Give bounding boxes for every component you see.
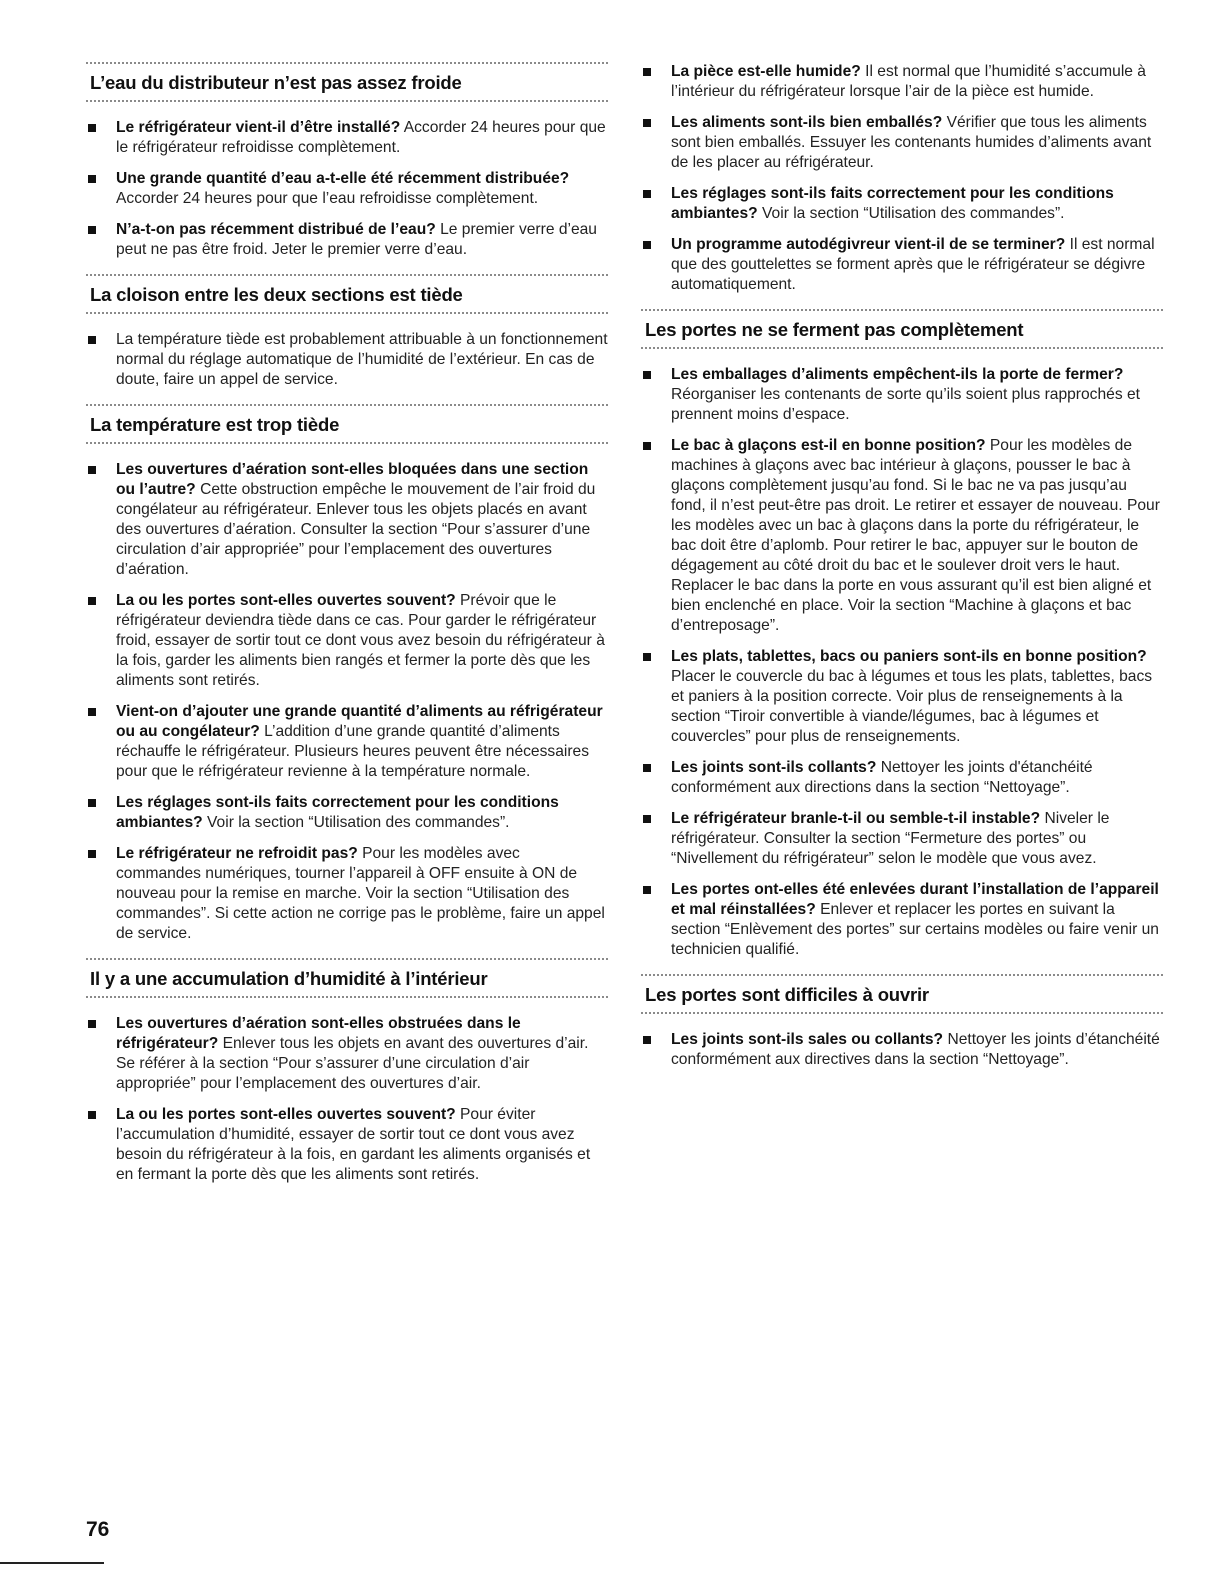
list-item: [86, 220, 608, 260]
item-question: Le réfrigérateur branle-t-il ou semble-t-il instable?: [671, 810, 1041, 827]
item-list: [86, 1014, 608, 1185]
square-bullet-icon: [88, 226, 96, 234]
section-header: [86, 404, 608, 444]
list-item: [86, 702, 608, 782]
item-question: Une grande quantité d’eau a-t-elle été récemment distribuée?: [116, 170, 570, 187]
list-item: [86, 118, 608, 158]
square-bullet-icon: [643, 190, 651, 198]
item-list: [86, 330, 608, 390]
section-header: [641, 974, 1163, 1014]
item-question: Les aliments sont-ils bien emballés?: [671, 114, 943, 131]
square-bullet-icon: [643, 764, 651, 772]
item-question: Les portes ont-elles été enlevées durant l’installation de l’appareil et mal réinstallées?: [671, 881, 1159, 918]
section-header: [86, 958, 608, 998]
list-item: [86, 330, 608, 390]
list-item: [641, 235, 1163, 295]
item-answer: Nettoyer les joints d’étanchéité conformément aux directives dans la section “Nettoyage”.: [671, 1031, 1160, 1068]
square-bullet-icon: [88, 466, 96, 474]
item-answer: La température tiède est probablement attribuable à un fonctionnement normal du réglage automatique de l’humidité de l’extérieur. En cas de doute, faire un appel de service.: [116, 331, 608, 388]
item-question: Le réfrigérateur ne refroidit pas?: [116, 845, 358, 862]
section-title: La cloison entre les deux sections est tiède: [90, 284, 463, 305]
list-item: [86, 844, 608, 944]
item-question: Les emballages d’aliments empêchent-ils la porte de fermer?: [671, 366, 1124, 383]
item-list: [641, 365, 1163, 960]
item-answer: Cette obstruction empêche le mouvement de l’air froid du congélateur au réfrigérateur. Enlever tous les objets placés en avant des ouvertures d’aération. Consulter la section “Pour s’assurer d’une circulation d’air appropriée” pour l’emplacement des ouvertures d’aération.: [116, 481, 596, 578]
item-question: Les réglages sont-ils faits correctement pour les conditions ambiantes?: [671, 185, 1114, 222]
section-title: Les portes ne se ferment pas complètement: [645, 319, 1024, 340]
list-item: [641, 1030, 1163, 1070]
list-item: [86, 591, 608, 691]
list-item: [641, 184, 1163, 224]
square-bullet-icon: [88, 799, 96, 807]
square-bullet-icon: [88, 1020, 96, 1028]
square-bullet-icon: [643, 653, 651, 661]
item-answer: Accorder 24 heures pour que l’eau refroidisse complètement.: [116, 190, 539, 207]
item-answer: Placer le couvercle du bac à légumes et tous les plats, tablettes, bacs et paniers à la position correcte. Voir plus de renseignements à la section “Tiroir convertible à viande/légumes, bac à légumes et couvercles” pour plus de renseignements.: [671, 668, 1153, 745]
troubleshooting-section: [86, 274, 608, 390]
list-item: [641, 62, 1163, 102]
item-question: Les plats, tablettes, bacs ou paniers sont-ils en bonne position?: [671, 648, 1147, 665]
square-bullet-icon: [643, 1036, 651, 1044]
section-title: La température est trop tiède: [90, 414, 340, 435]
item-answer: Il est normal que des gouttelettes se forment après que le réfrigérateur se dégivre automatiquement.: [671, 236, 1155, 293]
section-title: Les portes sont difficiles à ouvrir: [645, 984, 929, 1005]
square-bullet-icon: [88, 597, 96, 605]
item-answer: L’addition d’une grande quantité d’aliments réchauffe le réfrigérateur. Plusieurs heures peuvent être nécessaires pour que le réfrigérateur revienne à la température normale.: [116, 723, 589, 780]
item-answer: Niveler le réfrigérateur. Consulter la section “Fermeture des portes” ou “Nivellement du réfrigérateur” selon le modèle que vous avez.: [671, 810, 1110, 867]
list-item: [641, 809, 1163, 869]
item-answer: Prévoir que le réfrigérateur deviendra tiède dans ce cas. Pour garder le réfrigérateur froid, essayer de sortir tout ce dont vous avez besoin du réfrigérateur à la fois, garder les aliments bien rangés et fermer la porte dès que les aliments sont retirés.: [116, 592, 605, 689]
item-question: La ou les portes sont-elles ouvertes souvent?: [116, 1106, 456, 1123]
item-answer: Accorder 24 heures pour que le réfrigérateur refroidisse complètement.: [116, 119, 606, 156]
square-bullet-icon: [643, 241, 651, 249]
item-list: [86, 118, 608, 260]
left-column: [86, 62, 608, 1199]
item-question: La ou les portes sont-elles ouvertes souvent?: [116, 592, 456, 609]
page-number: 76: [86, 1518, 110, 1541]
item-answer: Vérifier que tous les aliments sont bien emballés. Essuyer les contenants humides d’aliments avant de les placer au réfrigérateur.: [671, 114, 1152, 171]
item-question: Le bac à glaçons est-il en bonne position?: [671, 437, 986, 454]
item-question: Les joints sont-ils sales ou collants?: [671, 1031, 944, 1048]
item-answer: Enlever et replacer les portes en suivant la section “Enlèvement des portes” sur certains modèles ou faire venir un technicien qualifié.: [671, 901, 1159, 958]
list-item: [86, 169, 608, 209]
item-question: N’a-t-on pas récemment distribué de l’eau?: [116, 221, 436, 238]
item-answer: Nettoyer les joints d'étanchéité conformément aux directions dans la section “Nettoyage”.: [671, 759, 1093, 796]
item-answer: Réorganiser les contenants de sorte qu’ils soient plus rapprochés et prennent moins d’espace.: [671, 386, 1140, 423]
list-item: [641, 880, 1163, 960]
list-item: [86, 1014, 608, 1094]
item-list: [86, 460, 608, 944]
item-question: Les réglages sont-ils faits correctement pour les conditions ambiantes?: [116, 794, 559, 831]
square-bullet-icon: [88, 336, 96, 344]
item-question: Un programme autodégivreur vient-il de se terminer?: [671, 236, 1066, 253]
list-item: [641, 365, 1163, 425]
item-answer: Voir la section “Utilisation des commandes”.: [762, 205, 1065, 222]
square-bullet-icon: [88, 1111, 96, 1119]
list-item: [641, 647, 1163, 747]
section-title: Il y a une accumulation d’humidité à l’intérieur: [90, 968, 488, 989]
item-answer: Il est normal que l’humidité s’accumule à l’intérieur du réfrigérateur lorsque l’air de la pièce est humide.: [671, 63, 1146, 100]
item-answer: Enlever tous les objets en avant des ouvertures d’air. Se référer à la section “Pour s’assurer d’une circulation d’air appropriée” pour l’emplacement des ouvertures d’air.: [116, 1035, 589, 1092]
section-header: [86, 274, 608, 314]
list-item: [641, 436, 1163, 636]
item-list: [641, 1030, 1163, 1070]
square-bullet-icon: [643, 886, 651, 894]
item-question: Les ouvertures d’aération sont-elles bloquées dans une section ou l’autre?: [116, 461, 589, 498]
section-header: [86, 62, 608, 102]
square-bullet-icon: [88, 850, 96, 858]
footer-rule: [0, 1562, 104, 1564]
list-item: [641, 113, 1163, 173]
item-answer: Le premier verre d’eau peut ne pas être froid. Jeter le premier verre d’eau.: [116, 221, 597, 258]
troubleshooting-section: [641, 974, 1163, 1070]
list-item: [86, 460, 608, 580]
square-bullet-icon: [88, 124, 96, 132]
section-header: [641, 309, 1163, 349]
item-question: La pièce est-elle humide?: [671, 63, 861, 80]
square-bullet-icon: [88, 708, 96, 716]
item-question: Les ouvertures d’aération sont-elles obstruées dans le réfrigérateur?: [116, 1015, 521, 1052]
square-bullet-icon: [88, 175, 96, 183]
square-bullet-icon: [643, 371, 651, 379]
list-item: [641, 758, 1163, 798]
item-answer: Voir la section “Utilisation des commandes”.: [207, 814, 510, 831]
item-list: [641, 62, 1163, 295]
square-bullet-icon: [643, 68, 651, 76]
right-column: [641, 62, 1163, 1084]
square-bullet-icon: [643, 119, 651, 127]
item-answer: Pour les modèles avec commandes numériques, tourner l’appareil à OFF ensuite à ON de nouveau pour la remise en marche. Voir la section “Utilisation des commandes”. Si cette action ne corrige pas le problème, faire un appel de service.: [116, 845, 605, 942]
troubleshooting-section: [86, 62, 608, 260]
section-title: L’eau du distributeur n’est pas assez froide: [90, 72, 462, 93]
list-item: [86, 1105, 608, 1185]
item-question: Le réfrigérateur vient-il d’être installé?: [116, 119, 401, 136]
list-item: [86, 793, 608, 833]
item-answer: Pour les modèles de machines à glaçons avec bac intérieur à glaçons, pousser le bac à glaçons complètement jusqu’au fond. Si le bac ne va pas jusqu’au fond, il n’est peut-être pas droit. Le retirer et essayer de nouveau. Pour les modèles avec un bac à glaçons dans la porte du réfrigérateur, le bac doit être d’aplomb. Pour retirer le bac, appuyer sur le bouton de dégagement au côté droit du bac et le soulever droit vers le haut. Replacer le bac dans la porte en vous assurant qu’il est bien aligné et bien enclenché en place. Voir la section “Machine à glaçons et bac d’entreposage”.: [671, 437, 1160, 634]
troubleshooting-section: [641, 62, 1163, 295]
square-bullet-icon: [643, 815, 651, 823]
troubleshooting-section: [86, 958, 608, 1185]
troubleshooting-section: [641, 309, 1163, 960]
troubleshooting-section: [86, 404, 608, 944]
item-question: Vient-on d’ajouter une grande quantité d’aliments au réfrigérateur ou au congélateur?: [116, 703, 603, 740]
item-answer: Pour éviter l’accumulation d’humidité, essayer de sortir tout ce dont vous avez besoin du réfrigérateur à la fois, en gardant les aliments organisés et en fermant la porte dès que les aliments sont retirés.: [116, 1106, 591, 1183]
square-bullet-icon: [643, 442, 651, 450]
item-question: Les joints sont-ils collants?: [671, 759, 877, 776]
